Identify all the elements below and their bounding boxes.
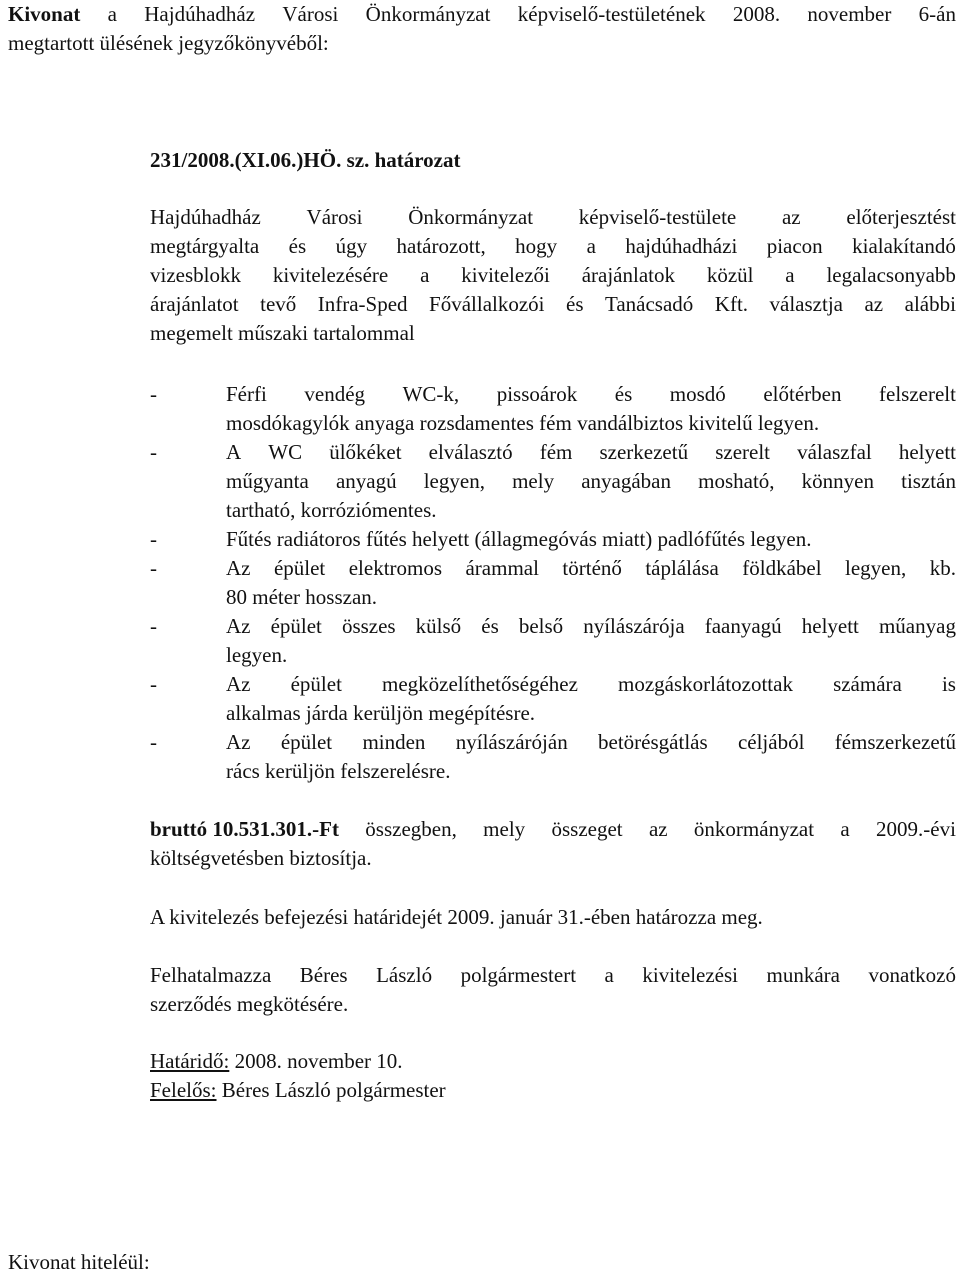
word: a <box>586 234 596 258</box>
word: kialakítandó <box>852 234 956 258</box>
header-word: 2008. <box>732 2 781 26</box>
intro-last-line: megemelt műszaki tartalommal <box>150 321 415 345</box>
list-dash: - <box>150 527 157 551</box>
word: és <box>481 614 499 638</box>
authorization-word: kivitelezési <box>642 963 739 987</box>
sum-word: a <box>840 817 850 841</box>
certified-label: Kivonat hiteléül: <box>8 1250 150 1274</box>
condition-last-line: alkalmas járda kerüljön megépítésre. <box>226 701 536 725</box>
responsible-value: Béres László polgármester <box>221 1078 446 1102</box>
sum-word: 2009.-évi <box>876 817 956 841</box>
authorization-word: vonatkozó <box>868 963 956 987</box>
intro-paragraph <box>150 203 956 348</box>
condition-line <box>226 612 956 641</box>
condition-last-line: 80 méter hosszan. <box>226 585 378 609</box>
responsible-row <box>150 1076 446 1105</box>
deadline-label: Határidő: <box>150 1049 230 1073</box>
word: válaszfal <box>797 440 872 464</box>
condition-last-line: Fűtés radiátoros fűtés helyett (állagmegóvás miatt) padlófűtés legyen. <box>226 527 812 551</box>
word: kb. <box>929 556 956 580</box>
word: fémszerkezetű <box>834 730 956 754</box>
conditions-list <box>150 380 956 786</box>
condition-line <box>226 467 956 496</box>
condition-last-line: mosdókagylók anyaga rozsdamentes fém vandálbiztos kivitelű legyen. <box>226 411 820 435</box>
condition-line <box>226 380 956 409</box>
word: kivitelezői <box>461 263 550 287</box>
word: történő <box>562 556 622 580</box>
word: előtérben <box>763 382 842 406</box>
sum-word: önkormányzat <box>693 817 815 841</box>
deadline-row <box>150 1047 403 1076</box>
list-dash: - <box>150 382 157 406</box>
word: árajánlatok <box>581 263 675 287</box>
word: összes <box>341 614 396 638</box>
word: belső <box>518 614 564 638</box>
word: külső <box>415 614 462 638</box>
word: is <box>941 672 956 696</box>
authorization-paragraph <box>150 961 956 1019</box>
word: vizesblokk <box>150 263 241 287</box>
word: felszerelt <box>879 382 956 406</box>
word: megközelíthetőségéhez <box>382 672 578 696</box>
word: mosdó <box>669 382 726 406</box>
word: faanyagú <box>704 614 782 638</box>
word: elválasztó <box>428 440 513 464</box>
word: épület <box>280 730 333 754</box>
word: táplálása <box>645 556 719 580</box>
word: műanyag <box>878 614 956 638</box>
word: ülőkéket <box>329 440 402 464</box>
word: az <box>781 205 801 229</box>
sum-word: mely <box>483 817 526 841</box>
condition-last-line: tartható, korróziómentes. <box>226 498 437 522</box>
condition-item <box>150 554 956 612</box>
word: árammal <box>465 556 539 580</box>
condition-item <box>150 438 956 525</box>
word: helyett <box>898 440 956 464</box>
word: Tanácsadó <box>604 292 694 316</box>
kivonat-label: Kivonat <box>8 2 81 26</box>
sum-paragraph <box>150 815 956 873</box>
sum-amount: bruttó 10.531.301.-Ft <box>150 817 339 841</box>
authorization-word: polgármestert <box>460 963 577 987</box>
word: hajdúhadházi <box>625 234 738 258</box>
word: Az <box>226 614 251 638</box>
word: elektromos <box>348 556 443 580</box>
header-word: Városi <box>282 2 339 26</box>
word: megtárgyalta <box>150 234 260 258</box>
word: betörésgátlás <box>598 730 708 754</box>
word: tevő <box>260 292 297 316</box>
word: és <box>614 382 633 406</box>
word: helyett <box>801 614 859 638</box>
word: a <box>785 263 795 287</box>
word: épület <box>273 556 326 580</box>
header-word: a <box>107 2 117 26</box>
word: minden <box>362 730 426 754</box>
word: WC-k, <box>402 382 460 406</box>
word: alábbi <box>904 292 956 316</box>
word: Az <box>226 672 251 696</box>
intro-line <box>150 261 956 290</box>
intro-line <box>150 290 956 319</box>
word: Városi <box>306 205 363 229</box>
word: mosható, <box>698 469 775 493</box>
header-word: november <box>807 2 892 26</box>
list-dash: - <box>150 440 157 464</box>
word: piacon <box>766 234 823 258</box>
word: szerkezetű <box>599 440 689 464</box>
word: közül <box>706 263 754 287</box>
authorization-word: munkára <box>766 963 840 987</box>
header-word: Hajdúhadház <box>144 2 256 26</box>
word: nyílászáróján <box>455 730 568 754</box>
word: és <box>566 292 584 316</box>
word: Az <box>226 556 251 580</box>
word: Férfi <box>226 382 267 406</box>
responsible-label: Felelős: <box>150 1078 217 1102</box>
header-word: 6-án <box>918 2 956 26</box>
word: árajánlatot <box>150 292 239 316</box>
word: képviselő-testülete <box>578 205 737 229</box>
word: mozgáskorlátozottak <box>618 672 793 696</box>
condition-line <box>226 554 956 583</box>
condition-last-line: legyen. <box>226 643 288 667</box>
word: könnyen <box>801 469 874 493</box>
authorization-line-2: szerződés megkötésére. <box>150 992 349 1016</box>
completion-deadline-paragraph <box>150 903 956 932</box>
list-dash: - <box>150 730 157 754</box>
word: úgy <box>335 234 368 258</box>
word: fém <box>539 440 573 464</box>
authorization-word: a <box>604 963 614 987</box>
word: szerelt <box>715 440 770 464</box>
word: tisztán <box>901 469 956 493</box>
word: Önkormányzat <box>408 205 534 229</box>
word: az <box>864 292 884 316</box>
condition-item <box>150 728 956 786</box>
word: hogy <box>515 234 558 258</box>
list-dash: - <box>150 672 157 696</box>
authorization-word: László <box>376 963 433 987</box>
document-header <box>8 0 956 58</box>
word: Infra-Sped <box>317 292 408 316</box>
sum-word: összegben, <box>365 817 457 841</box>
word: pissoárok <box>496 382 578 406</box>
word: előterjesztést <box>846 205 956 229</box>
word: legalacsonyabb <box>826 263 956 287</box>
condition-line <box>226 728 956 757</box>
intro-line <box>150 232 956 261</box>
authorization-line-1 <box>150 961 956 990</box>
word: és <box>288 234 307 258</box>
word: legyen, <box>845 556 907 580</box>
header-word: Önkormányzat <box>365 2 491 26</box>
condition-item <box>150 525 956 554</box>
word: Kft. <box>714 292 749 316</box>
resolution-title: 231/2008.(XI.06.)HÖ. sz. határozat <box>150 148 461 172</box>
list-dash: - <box>150 556 157 580</box>
word: kivitelezésére <box>272 263 389 287</box>
header-word: képviselő-testületének <box>517 2 706 26</box>
word: nyílászárója <box>583 614 685 638</box>
condition-item <box>150 670 956 728</box>
condition-item <box>150 380 956 438</box>
completion-deadline-text: A kivitelezés befejezési határidejét 2009. január 31.-ében határozza meg. <box>150 905 763 929</box>
word: céljából <box>737 730 805 754</box>
condition-line <box>226 670 956 699</box>
word: épület <box>270 614 322 638</box>
authorization-word: Béres <box>299 963 348 987</box>
word: számára <box>833 672 902 696</box>
word: Fővállalkozói <box>429 292 545 316</box>
word: Hajdúhadház <box>150 205 261 229</box>
sum-word: az <box>648 817 668 841</box>
sum-line-2: költségvetésben biztosítja. <box>150 846 372 870</box>
condition-item <box>150 612 956 670</box>
sum-word: összeget <box>551 817 623 841</box>
header-line-2: megtartott ülésének jegyzőkönyvéből: <box>8 31 329 55</box>
header-line-1 <box>8 0 956 29</box>
word: legyen, <box>423 469 485 493</box>
word: vendég <box>304 382 366 406</box>
word: WC <box>268 440 303 464</box>
sum-line-1 <box>150 815 956 844</box>
deadline-value: 2008. november 10. <box>234 1049 403 1073</box>
word: a <box>420 263 430 287</box>
word: Az <box>226 730 251 754</box>
word: választja <box>769 292 843 316</box>
word: műgyanta <box>226 469 309 493</box>
word: anyagú <box>335 469 397 493</box>
word: anyagában <box>581 469 671 493</box>
list-dash: - <box>150 614 157 638</box>
intro-line <box>150 203 956 232</box>
word: épület <box>290 672 342 696</box>
word: határozott, <box>396 234 486 258</box>
condition-last-line: rács kerüljön felszerelésre. <box>226 759 451 783</box>
word: A <box>226 440 242 464</box>
authorization-word: Felhatalmazza <box>150 963 272 987</box>
word: földkábel <box>742 556 822 580</box>
condition-line <box>226 438 956 467</box>
word: mely <box>512 469 555 493</box>
